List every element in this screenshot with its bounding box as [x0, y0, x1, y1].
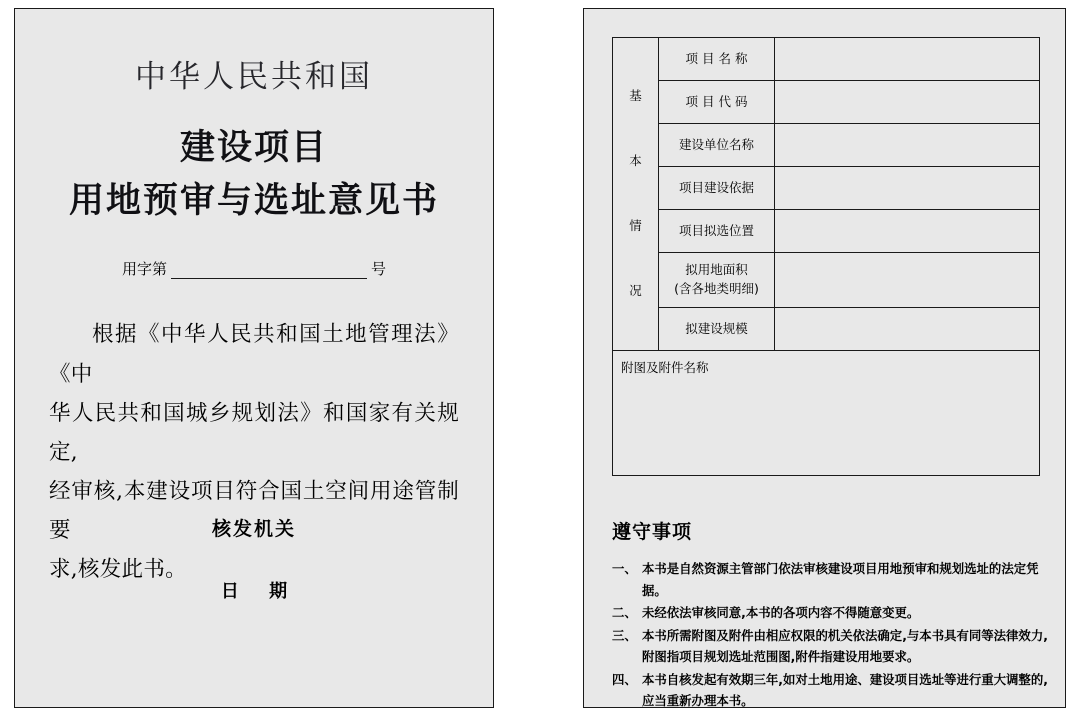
compliance-notes	[612, 517, 1048, 713]
compliance-notes-title: 遵守事项	[612, 521, 693, 543]
side-label-char-4: 况	[629, 283, 642, 299]
cover-statement-line-1: 根据《中华人民共和国土地管理法》《中	[49, 322, 459, 387]
attachment-section[interactable]	[613, 350, 1039, 475]
field-label-project-code: 项 目 代 码	[659, 81, 775, 123]
attachment-label: 附图及附件名称	[621, 360, 709, 375]
issue-date-label: 日 期	[220, 581, 300, 602]
table-row	[659, 81, 1039, 124]
note-text-4: 本书自核发起有效期三年,如对土地用途、建设项目选址等进行重大调整的,应当重新办理本书。	[642, 671, 1048, 709]
note-text-3: 本书所需附图及附件由相应权限的机关依法确定,与本书具有同等法律效力,附图指项目规划选址范围图,附件指建设用地要求。	[642, 627, 1048, 665]
table-row	[659, 124, 1039, 167]
field-value-proposed-location[interactable]	[775, 210, 1039, 252]
list-item	[612, 602, 1048, 624]
serial-number-prefix: 用字第	[121, 260, 167, 279]
table-row	[659, 253, 1039, 308]
field-label-construction-basis: 项目建设依据	[659, 167, 775, 209]
field-label-proposed-area	[659, 253, 775, 307]
note-text-2: 未经依法审核同意,本书的各项内容不得随意变更。	[642, 605, 920, 621]
field-label-proposed-location: 项目拟选位置	[659, 210, 775, 252]
cover-statement-line-4: 求,核发此书。	[49, 557, 187, 583]
serial-number-suffix: 号	[371, 260, 387, 279]
note-marker-1: 一、	[612, 561, 637, 576]
field-label-project-name: 项 目 名 称	[659, 38, 775, 80]
document-title-line-1: 建设项目	[179, 128, 328, 168]
field-value-project-code[interactable]	[775, 81, 1039, 123]
side-label-char-2: 本	[629, 153, 642, 169]
field-label-proposed-area-line-1: 拟用地面积	[685, 262, 748, 278]
basic-info-table-body	[613, 38, 1039, 350]
basic-info-side-label	[613, 38, 659, 350]
field-label-proposed-area-line-2: (含各地类明细)	[674, 281, 759, 296]
table-row	[659, 38, 1039, 81]
table-row	[659, 308, 1039, 350]
field-value-construction-basis[interactable]	[775, 167, 1039, 209]
note-marker-2: 二、	[612, 605, 637, 621]
document-title-line-2: 用地预审与选址意见书	[68, 181, 439, 222]
cover-sheet	[14, 8, 494, 708]
field-label-construction-unit: 建设单位名称	[659, 124, 775, 166]
document-title	[15, 122, 493, 228]
cover-signature-block	[15, 514, 493, 603]
field-value-construction-unit[interactable]	[775, 124, 1039, 166]
cover-statement-line-3: 经审核,本建设项目符合国土空间用途管制要	[49, 478, 459, 543]
field-value-proposed-scale[interactable]	[775, 308, 1039, 350]
nation-heading: 中华人民共和国	[135, 59, 373, 95]
list-item	[612, 558, 1048, 601]
note-text-1: 本书是自然资源主管部门依法审核建设项目用地预审和规划选址的法定凭据。	[642, 561, 1039, 598]
compliance-notes-list	[612, 558, 1048, 712]
serial-number-line	[15, 258, 493, 279]
side-label-char-1: 基	[629, 88, 642, 104]
field-label-proposed-scale: 拟建设规模	[659, 308, 775, 350]
basic-info-table	[612, 37, 1040, 476]
serial-number-blank[interactable]	[171, 263, 367, 279]
issuing-agency-label: 核发机关	[211, 518, 296, 540]
field-value-proposed-area[interactable]	[775, 253, 1039, 307]
note-marker-3: 三、	[612, 627, 637, 643]
list-item	[612, 669, 1048, 712]
cover-statement-line-2: 华人民共和国城乡规划法》和国家有关规定,	[49, 400, 459, 465]
field-value-project-name[interactable]	[775, 38, 1039, 80]
note-marker-4: 四、	[612, 671, 637, 687]
table-row	[659, 210, 1039, 253]
inner-sheet	[583, 8, 1066, 708]
table-row	[659, 167, 1039, 210]
side-label-char-3: 情	[629, 218, 642, 234]
list-item	[612, 625, 1048, 668]
basic-info-rows	[659, 38, 1039, 350]
